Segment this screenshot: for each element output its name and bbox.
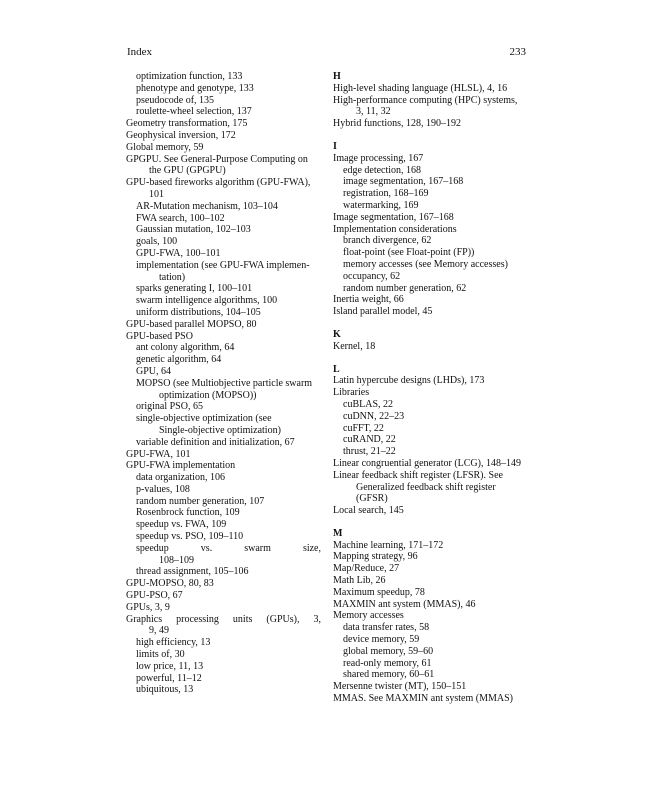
index-entry: Libraries <box>333 387 370 399</box>
index-entry: Image processing, 167 <box>333 152 424 164</box>
running-header-title: Index <box>127 46 153 58</box>
index-entry: GPU-based fireworks algorithm (GPU-FWA), <box>126 177 311 189</box>
index-subentry: phenotype and genotype, 133 <box>136 82 254 94</box>
index-subentry: AR-Mutation mechanism, 103–104 <box>136 200 278 212</box>
index-subentry: random number generation, 62 <box>343 282 467 294</box>
index-subentry: uniform distributions, 104–105 <box>136 306 261 318</box>
index-subentry: speedup vs. PSO, 109–110 <box>136 531 244 543</box>
index-subentry: genetic algorithm, 64 <box>136 354 222 366</box>
index-subentry: Gaussian mutation, 102–103 <box>136 224 251 236</box>
index-entry: Math Lib, 26 <box>333 575 386 587</box>
index-subentry: goals, 100 <box>136 236 178 248</box>
index-entry: High-level shading language (HLSL), 4, 16 <box>333 82 508 94</box>
index-subentry: shared memory, 60–61 <box>343 669 435 681</box>
index-entry: Geometry transformation, 175 <box>126 118 248 130</box>
index-subentry: roulette-wheel selection, 137 <box>136 106 252 118</box>
index-entry-continuation: Single-objective optimization) <box>159 424 281 436</box>
index-entry: GPU-MOPSO, 80, 83 <box>126 578 214 590</box>
index-entry: Machine learning, 171–172 <box>333 539 444 551</box>
index-entry: Maximum speedup, 78 <box>333 586 425 598</box>
index-subentry: sparks generating I, 100–101 <box>136 283 253 295</box>
page-number: 233 <box>509 46 526 58</box>
index-section-letter: M <box>333 527 343 539</box>
index-entry: GPU-FWA implementation <box>126 460 236 472</box>
index-entry: Mapping strategy, 96 <box>333 551 418 563</box>
index-entry-continuation: 101 <box>149 188 164 200</box>
index-subentry: p-values, 108 <box>136 483 190 495</box>
index-entry: Implementation considerations <box>333 223 457 235</box>
index-entry: GPU-based PSO <box>126 330 193 342</box>
index-entry-continuation: (GFSR) <box>356 493 388 505</box>
index-subentry: watermarking, 169 <box>343 199 419 211</box>
index-entry: Map/Reduce, 27 <box>333 563 400 575</box>
index-entry: MAXMIN ant system (MMAS), 46 <box>333 598 476 610</box>
index-subentry: thrust, 21–22 <box>343 446 396 458</box>
index-entry: High-performance computing (HPC) systems, <box>333 94 518 106</box>
index-subentry: FWA search, 100–102 <box>136 212 225 224</box>
index-subentry: cuDNN, 22–23 <box>343 410 405 422</box>
index-entry: GPU-FWA, 101 <box>126 448 191 460</box>
index-subentry: global memory, 59–60 <box>343 645 434 657</box>
index-subentry: data transfer rates, 58 <box>343 622 430 634</box>
index-entry: Inertia weight, 66 <box>333 294 404 306</box>
index-entry: Global memory, 59 <box>126 141 204 153</box>
index-column-left <box>126 71 321 696</box>
index-entry-continuation: tation) <box>159 271 186 283</box>
index-entry-continuation: optimization (MOPSO)) <box>159 389 257 401</box>
index-subentry: float-point (see Float-point (FP)) <box>343 247 475 259</box>
index-entry: Graphics processing units (GPUs), 3, <box>126 613 321 625</box>
index-entry-continuation: 3, 11, 32 <box>356 106 391 118</box>
index-subentry: data organization, 106 <box>136 472 225 484</box>
index-subentry: memory accesses (see Memory accesses) <box>343 258 508 270</box>
index-entry: Linear feedback shift register (LFSR). See <box>333 469 503 481</box>
index-subentry: optimization function, 133 <box>136 71 243 82</box>
index-subentry: device memory, 59 <box>343 634 420 646</box>
index-subentry: Rosenbrock function, 109 <box>136 507 240 519</box>
index-subentry: MOPSO (see Multiobjective particle swarm <box>136 377 313 389</box>
index-entry: Hybrid functions, 128, 190–192 <box>333 118 462 130</box>
index-subentry: swarm intelligence algorithms, 100 <box>136 295 278 307</box>
index-entry: Geophysical inversion, 172 <box>126 129 236 141</box>
index-subentry: pseudocode of, 135 <box>136 94 215 106</box>
index-entry: Mersenne twister (MT), 150–151 <box>333 681 467 693</box>
index-section-letter: L <box>333 363 340 375</box>
index-entry: Image segmentation, 167–168 <box>333 211 454 223</box>
index-entry: Kernel, 18 <box>333 340 376 352</box>
index-subentry: image segmentation, 167–168 <box>343 176 464 188</box>
index-subentry: edge detection, 168 <box>343 164 422 176</box>
index-entry: Memory accesses <box>333 610 404 622</box>
index-entry: Island parallel model, 45 <box>333 306 433 318</box>
index-subentry: GPU, 64 <box>136 365 172 377</box>
index-subentry: powerful, 11–12 <box>136 672 202 684</box>
index-section-letter: I <box>333 140 337 152</box>
index-subentry: ant colony algorithm, 64 <box>136 342 235 354</box>
index-subentry: GPU-FWA, 100–101 <box>136 247 221 259</box>
index-subentry: implementation (see GPU-FWA implemen- <box>136 259 310 271</box>
index-subentry: speedup vs. FWA, 109 <box>136 519 227 531</box>
index-subentry: read-only memory, 61 <box>343 657 432 669</box>
index-subentry: random number generation, 107 <box>136 495 265 507</box>
index-section-letter: H <box>333 71 341 82</box>
index-subentry: occupancy, 62 <box>343 270 401 282</box>
index-column-right <box>333 71 533 705</box>
index-subentry: cuBLAS, 22 <box>343 398 393 410</box>
index-subentry: speedup vs. swarm size, <box>136 542 321 554</box>
index-entry: GPU-PSO, 67 <box>126 590 183 602</box>
index-subentry: cuFFT, 22 <box>343 422 384 434</box>
index-subentry: branch divergence, 62 <box>343 235 432 247</box>
index-entry: GPUs, 3, 9 <box>126 601 170 613</box>
index-entry: Linear congruential generator (LCG), 148–149 <box>333 457 521 469</box>
index-subentry: single-objective optimization (see <box>136 413 272 425</box>
index-subentry: ubiquitous, 13 <box>136 684 194 696</box>
index-subentry: limits of, 30 <box>136 649 185 661</box>
index-entry-continuation: Generalized feedback shift register <box>356 481 496 493</box>
index-subentry: variable definition and initialization, 67 <box>136 436 295 448</box>
index-subentry: cuRAND, 22 <box>343 434 396 446</box>
index-subentry: registration, 168–169 <box>343 188 429 200</box>
index-entry-continuation: the GPU (GPGPU) <box>149 165 226 177</box>
index-entry: MMAS. See MAXMIN ant system (MMAS) <box>333 693 514 705</box>
index-entry: GPU-based parallel MOPSO, 80 <box>126 318 257 330</box>
index-entry: Local search, 145 <box>333 505 404 517</box>
index-subentry: high efficiency, 13 <box>136 637 211 649</box>
index-entry-continuation: 108–109 <box>159 554 194 566</box>
index-section-letter: K <box>333 328 341 340</box>
index-entry: Latin hypercube designs (LHDs), 173 <box>333 375 485 387</box>
index-entry-continuation: 9, 49 <box>149 625 169 637</box>
index-subentry: thread assignment, 105–106 <box>136 566 249 578</box>
index-subentry: low price, 11, 13 <box>136 660 204 672</box>
index-entry: GPGPU. See General-Purpose Computing on <box>126 153 308 165</box>
index-subentry: original PSO, 65 <box>136 401 203 413</box>
